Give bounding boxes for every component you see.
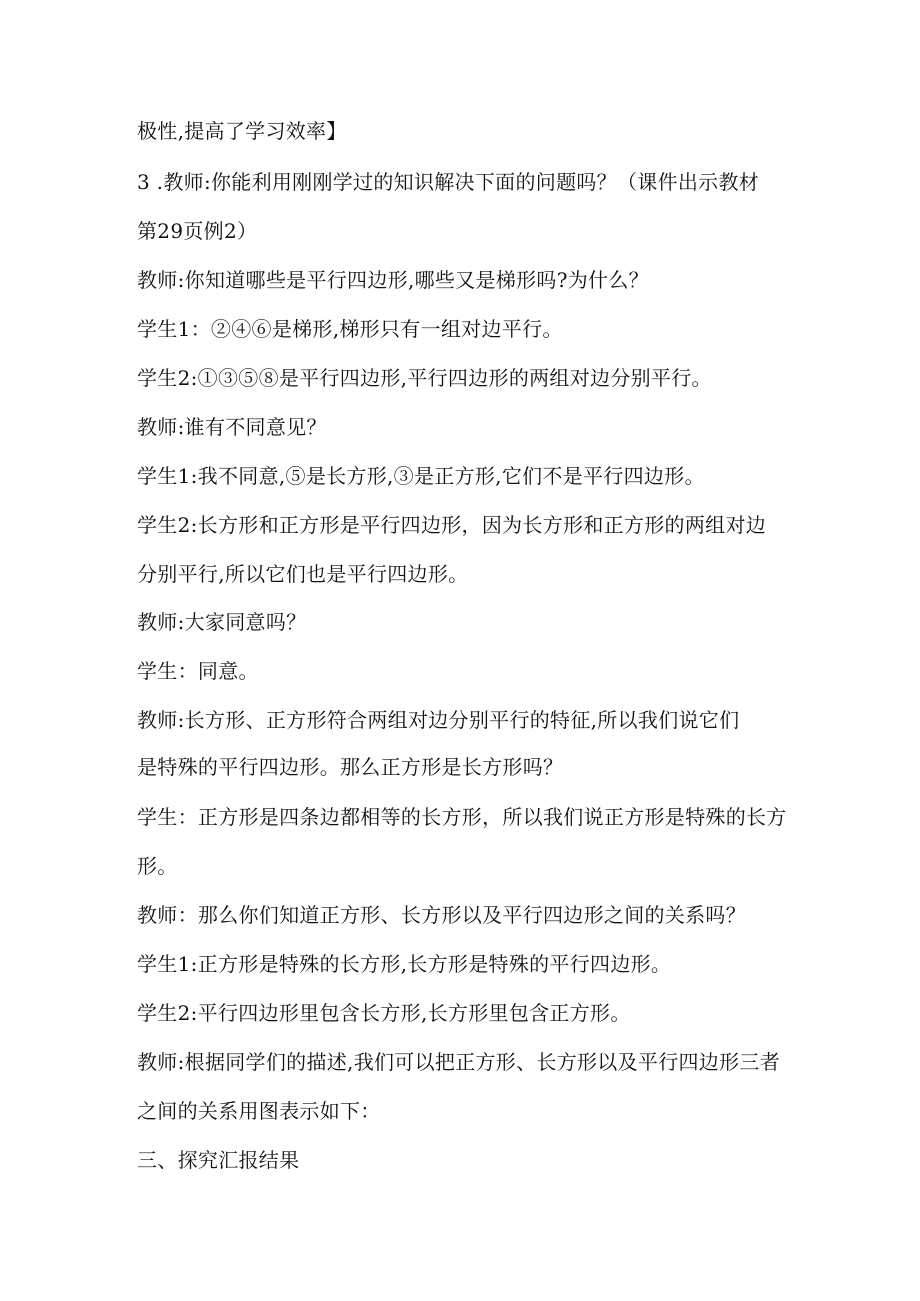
- text-line: 是特殊的平行四边形。那么正方形是长方形吗？: [137, 755, 564, 779]
- text-line: 3 .教师:你能利用刚刚学过的知识解决下面的问题吗？（课件出示教材: [137, 170, 760, 194]
- text-line: 学生1:我不同意,⑤是长方形,③是正方形,它们不是平行四边形。: [137, 464, 705, 488]
- text-line: 教师:长方形、正方形符合两组对边分别平行的特征,所以我们说它们: [137, 708, 740, 732]
- text-line: 学生：同意。: [137, 659, 259, 683]
- text-line: 教师:你知道哪些是平行四边形,哪些又是梯形吗?为什么？: [137, 268, 649, 292]
- section-heading: 三、探究汇报结果: [137, 1148, 300, 1172]
- text-line: 学生：正方形是四条边都相等的长方形，所以我们说正方形是特殊的长方: [137, 805, 787, 829]
- text-line: 教师:谁有不同意见？: [137, 415, 327, 439]
- text-line: 学生1:正方形是特殊的长方形,长方形是特殊的平行四边形。: [137, 952, 672, 976]
- text-line: 极性,提高了学习效率】: [137, 119, 347, 143]
- text-line: 形。: [137, 854, 178, 878]
- text-line: 学生1：②④⑥是梯形,梯形只有一组对边平行。: [137, 317, 563, 341]
- text-line: 学生2:长方形和正方形是平行四边形，因为长方形和正方形的两组对边: [137, 513, 767, 537]
- text-line: 之间的关系用图表示如下：: [137, 1099, 381, 1123]
- text-line: 第29页例2）: [137, 219, 258, 243]
- text-line: 分别平行,所以它们也是平行四边形。: [137, 562, 469, 586]
- text-line: 学生2:①③⑤⑧是平行四边形,平行四边形的两组对边分别平行。: [137, 366, 712, 390]
- text-line: 教师:大家同意吗？: [137, 610, 307, 634]
- text-line: 教师：那么你们知道正方形、长方形以及平行四边形之间的关系吗？: [137, 903, 746, 927]
- text-line: 教师:根据同学们的描述,我们可以把正方形、长方形以及平行四边形三者: [137, 1050, 780, 1074]
- text-line: 学生2:平行四边形里包含长方形,长方形里包含正方形。: [137, 1001, 631, 1025]
